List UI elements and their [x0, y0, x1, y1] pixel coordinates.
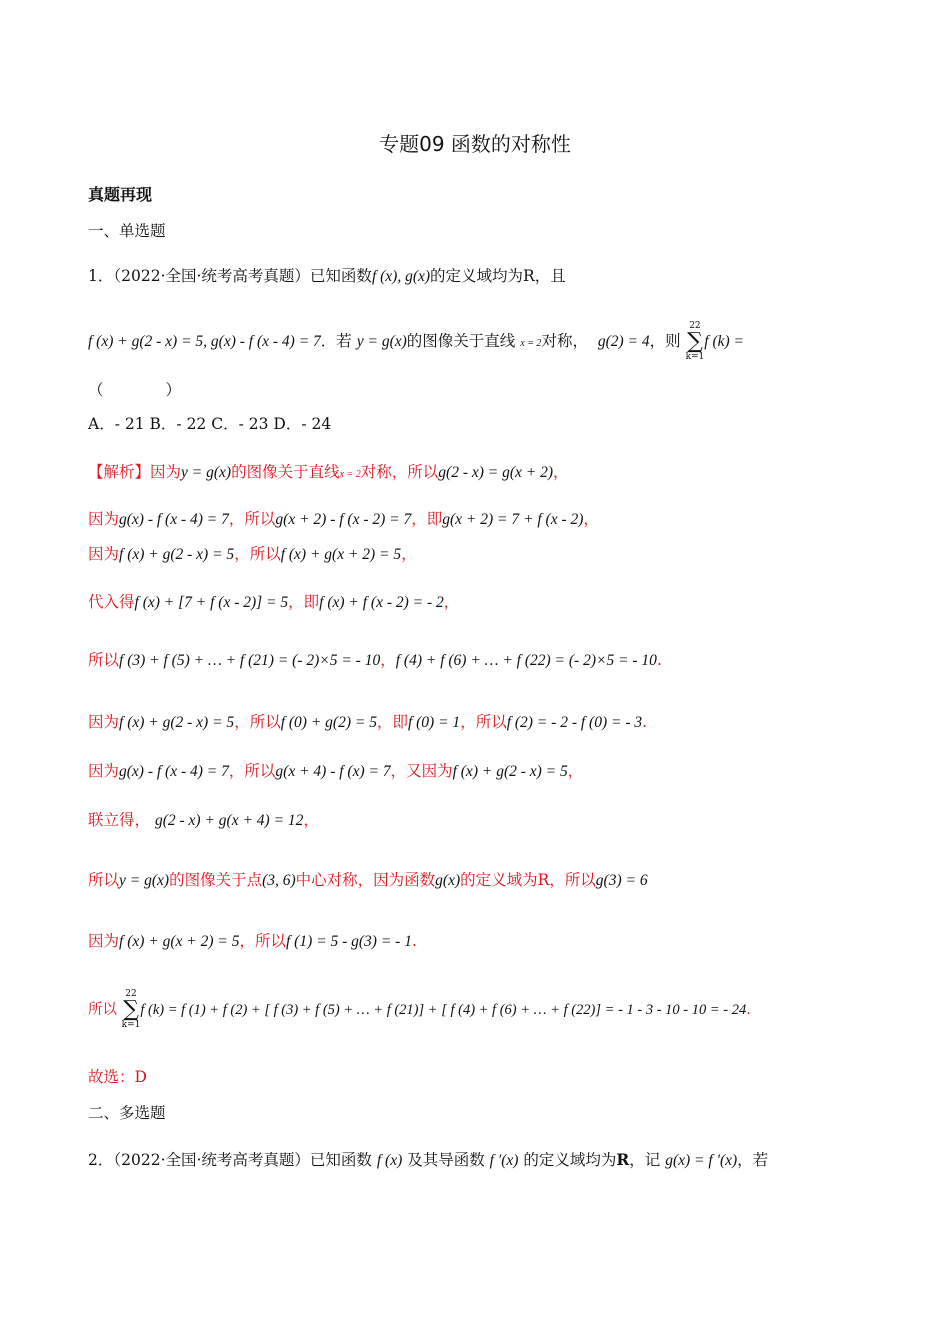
- solution-line-8: 联立得， g(2 - x) + g(x + 4) = 12，: [88, 811, 319, 829]
- solution-line-6: 因为f (x) + g(2 - x) = 5，所以f (0) + g(2) = 5，即f (0) = 1，所以f (2) = - 2 - f (0) = - 3.: [88, 713, 648, 731]
- part-heading-multi-choice: 二、多选题: [88, 1104, 166, 1122]
- solution-line-4: 代入得f (x) + [7 + f (x - 2)] = 5，即f (x) + f (x - 2) = - 2，: [88, 593, 460, 611]
- solution-line-9: 所以y = g(x)的图像关于点(3, 6)中心对称，因为函数g(x)的定义域为R，所以g(3) = 6: [88, 871, 648, 889]
- question-2-line-1: 2．（2022·全国·统考高考真题）已知函数 f (x) 及其导函数 f ′(x) 的定义域均为R，记 g(x) = f ′(x)，若: [88, 1150, 769, 1169]
- solution-line-11: 所以 22 ∑ k=1 f (k) = f (1) + f (2) + [ f (3) + f (5) + … + f (21)] + [ f (4) + f (6) + … + f (22)] = - 1 - 3 - 10 - 10 = - 24.: [88, 989, 751, 1030]
- solution-line-5: 所以f (3) + f (5) + … + f (21) = (- 2)×5 = - 10，f (4) + f (6) + … + f (22) = (- 2)×5 = - 10.: [88, 651, 662, 669]
- part-heading-single-choice: 一、单选题: [88, 222, 166, 240]
- solution-summation-symbol: 22 ∑ k=1: [121, 989, 141, 1030]
- section-heading: 真题再现: [88, 185, 153, 204]
- solution-line-3: 因为f (x) + g(2 - x) = 5，所以f (x) + g(x + 2) = 5，: [88, 545, 417, 563]
- solution-line-1: 【解析】因为y = g(x)的图像关于直线x = 2对称，所以g(2 - x) = g(x + 2)，: [88, 463, 569, 481]
- question-1-line-1: 1．（2022·全国·统考高考真题）已知函数f (x), g(x)的定义域均为R，且: [88, 267, 566, 285]
- question-1-options: A．- 21 B．- 22 C．- 23 D．- 24: [88, 415, 332, 433]
- solution-line-7: 因为g(x) - f (x - 4) = 7，所以g(x + 4) - f (x) = 7，又因为f (x) + g(2 - x) = 5，: [88, 762, 584, 780]
- question-1-line-2: f (x) + g(2 - x) = 5, g(x) - f (x - 4) = 7．若 y = g(x)的图像关于直线 x = 2对称， g(2) = 4，则 22 ∑ k=1 f (k) =: [88, 321, 745, 362]
- page-title: 专题09 函数的对称性: [379, 132, 571, 156]
- solution-line-2: 因为g(x) - f (x - 4) = 7，所以g(x + 2) - f (x - 2) = 7，即g(x + 2) = 7 + f (x - 2)，: [88, 510, 599, 528]
- answer-paren: （ ）: [88, 381, 182, 399]
- answer-line: 故选：D: [88, 1068, 147, 1086]
- solution-line-10: 因为f (x) + g(x + 2) = 5，所以f (1) = 5 - g(3) = - 1.: [88, 932, 417, 950]
- summation-symbol: 22 ∑ k=1: [685, 321, 705, 362]
